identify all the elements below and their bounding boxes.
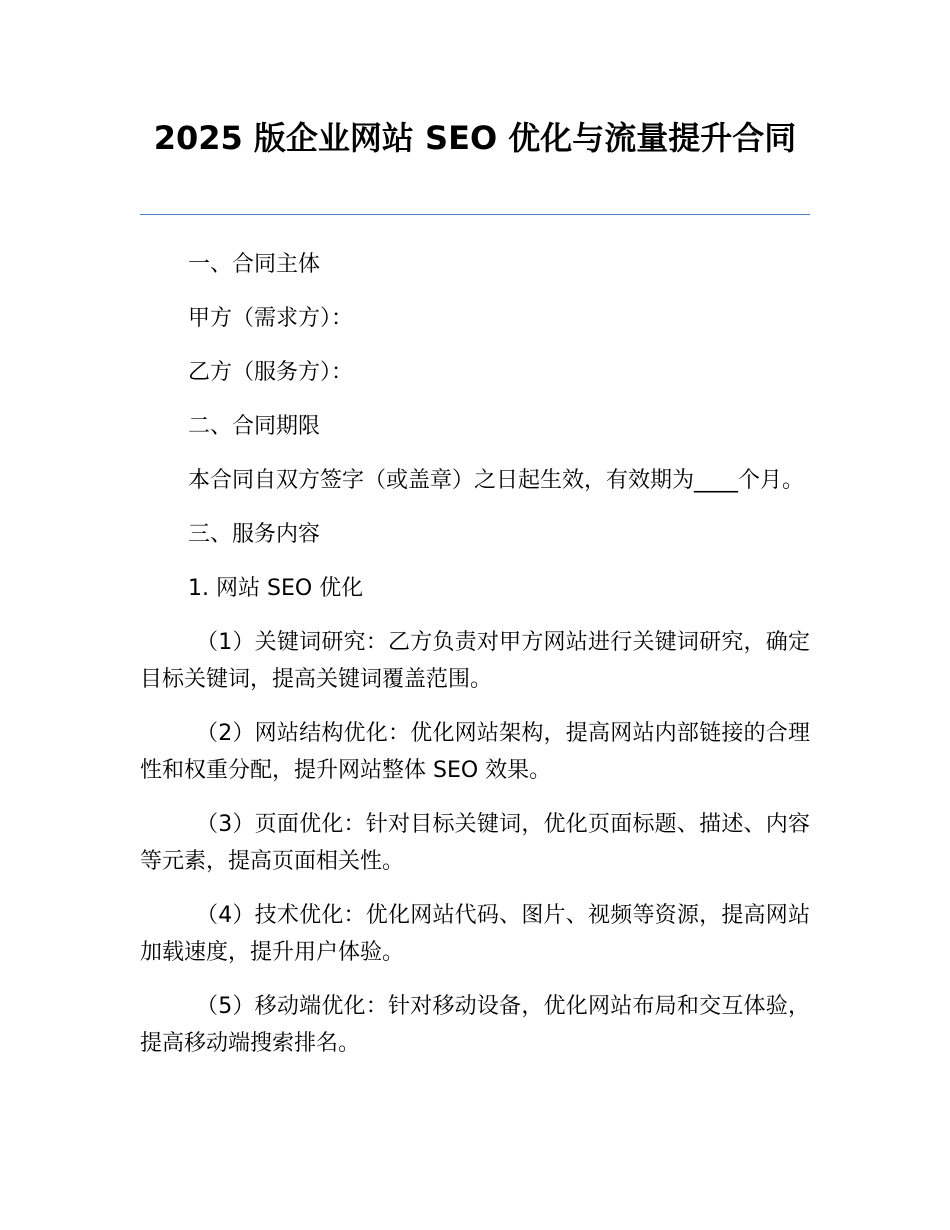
- document-title: 2025 版企业网站 SEO 优化与流量提升合同: [153, 119, 797, 157]
- subsection-seo: 1. 网站 SEO 优化: [188, 576, 364, 601]
- section-heading-parties: 一、合同主体: [188, 252, 321, 277]
- term-paragraph: 本合同自双方签字（或盖章）之日起生效，有效期为____个月。: [188, 468, 805, 493]
- document-body: [140, 246, 810, 1079]
- section-heading-services: 三、服务内容: [188, 522, 321, 547]
- party-b-line: 乙方（服务方）：: [188, 360, 354, 385]
- party-a-line: 甲方（需求方）：: [188, 306, 354, 331]
- title-divider: [140, 214, 810, 215]
- service-item-page: （3）页面优化：针对目标关键词，优化页面标题、描述、内容等元素，提高页面相关性。: [140, 812, 810, 874]
- service-item-structure: （2）网站结构优化：优化网站架构，提高网站内部链接的合理性和权重分配，提升网站整体 SEO 效果。: [140, 721, 810, 783]
- service-item-technical: （4）技术优化：优化网站代码、图片、视频等资源，提高网站加载速度，提升用户体验。: [140, 903, 810, 965]
- service-item-mobile: （5）移动端优化：针对移动设备，优化网站布局和交互体验，提高移动端搜索排名。: [140, 994, 810, 1056]
- service-item-keyword-research: （1）关键词研究：乙方负责对甲方网站进行关键词研究，确定目标关键词，提高关键词覆盖范围。: [140, 630, 810, 692]
- section-heading-term: 二、合同期限: [188, 414, 321, 439]
